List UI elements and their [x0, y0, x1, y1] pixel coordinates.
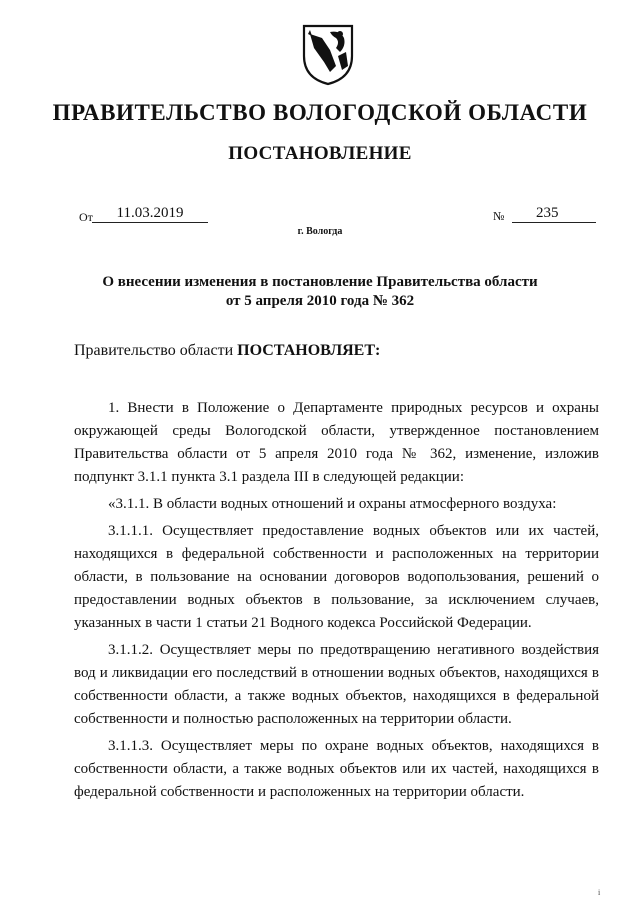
page-mark: і	[598, 888, 601, 897]
document-date: 11.03.2019	[92, 205, 208, 223]
resolves-line	[74, 342, 380, 360]
document-subject	[0, 273, 640, 311]
paragraph-1: 1. Внести в Положение о Департаменте природных ресурсов и охраны окружающей среды Вологодской области, утвержденное постановлением Правительства области от 5 апреля 2010 года № 362, изменение, изложив подпункт 3.1.1 пункта 3.1 раздела III в следующей редакции:	[74, 400, 599, 485]
paragraph-3-1-1-2: 3.1.1.2. Осуществляет меры по предотвращению негативного воздействия вод и ликвидации его последствий в отношении водных объектов, находящихся в собственности области, а также водных объектов, находящихся в федеральной собственности и полностью расположенных на территории области.	[74, 642, 599, 727]
subject-line-1: О внесении изменения в постановление Правительства области	[102, 274, 538, 290]
paragraph-3-1-1-1: 3.1.1.1. Осуществляет предоставление водных объектов или их частей, находящихся в федеральной собственности и расположенных на территории области, в пользование на основании договоров водопользования, решений о предоставлении водных объектов в пользование, за исключением случаев, указанных в части 1 статьи 21 Водного кодекса Российской Федерации.	[74, 523, 599, 631]
coat-of-arms-icon	[300, 22, 356, 86]
city-name: г. Вологда	[297, 226, 343, 237]
subject-line-2: от 5 апреля 2010 года № 362	[225, 293, 415, 309]
paragraph-3-1-1: «3.1.1. В области водных отношений и охраны атмосферного воздуха:	[108, 496, 557, 512]
resolves-verb: ПОСТАНОВЛЯЕТ:	[237, 342, 381, 359]
paragraph-3-1-1-3: 3.1.1.3. Осуществляет меры по охране водных объектов, находящихся в собственности области, а также водных объектов или их частей, находящихся в федеральной собственности и расположенных на территории области.	[74, 738, 599, 800]
resolves-lead: Правительство области	[74, 342, 238, 359]
document-type: ПОСТАНОВЛЕНИЕ	[228, 143, 412, 164]
date-prefix: От	[79, 210, 93, 224]
number-prefix: №	[493, 209, 505, 223]
document-body	[74, 397, 599, 804]
document-number: 235	[536, 205, 559, 221]
government-title: ПРАВИТЕЛЬСТВО ВОЛОГОДСКОЙ ОБЛАСТИ	[52, 100, 588, 125]
document-number-line	[512, 205, 596, 223]
